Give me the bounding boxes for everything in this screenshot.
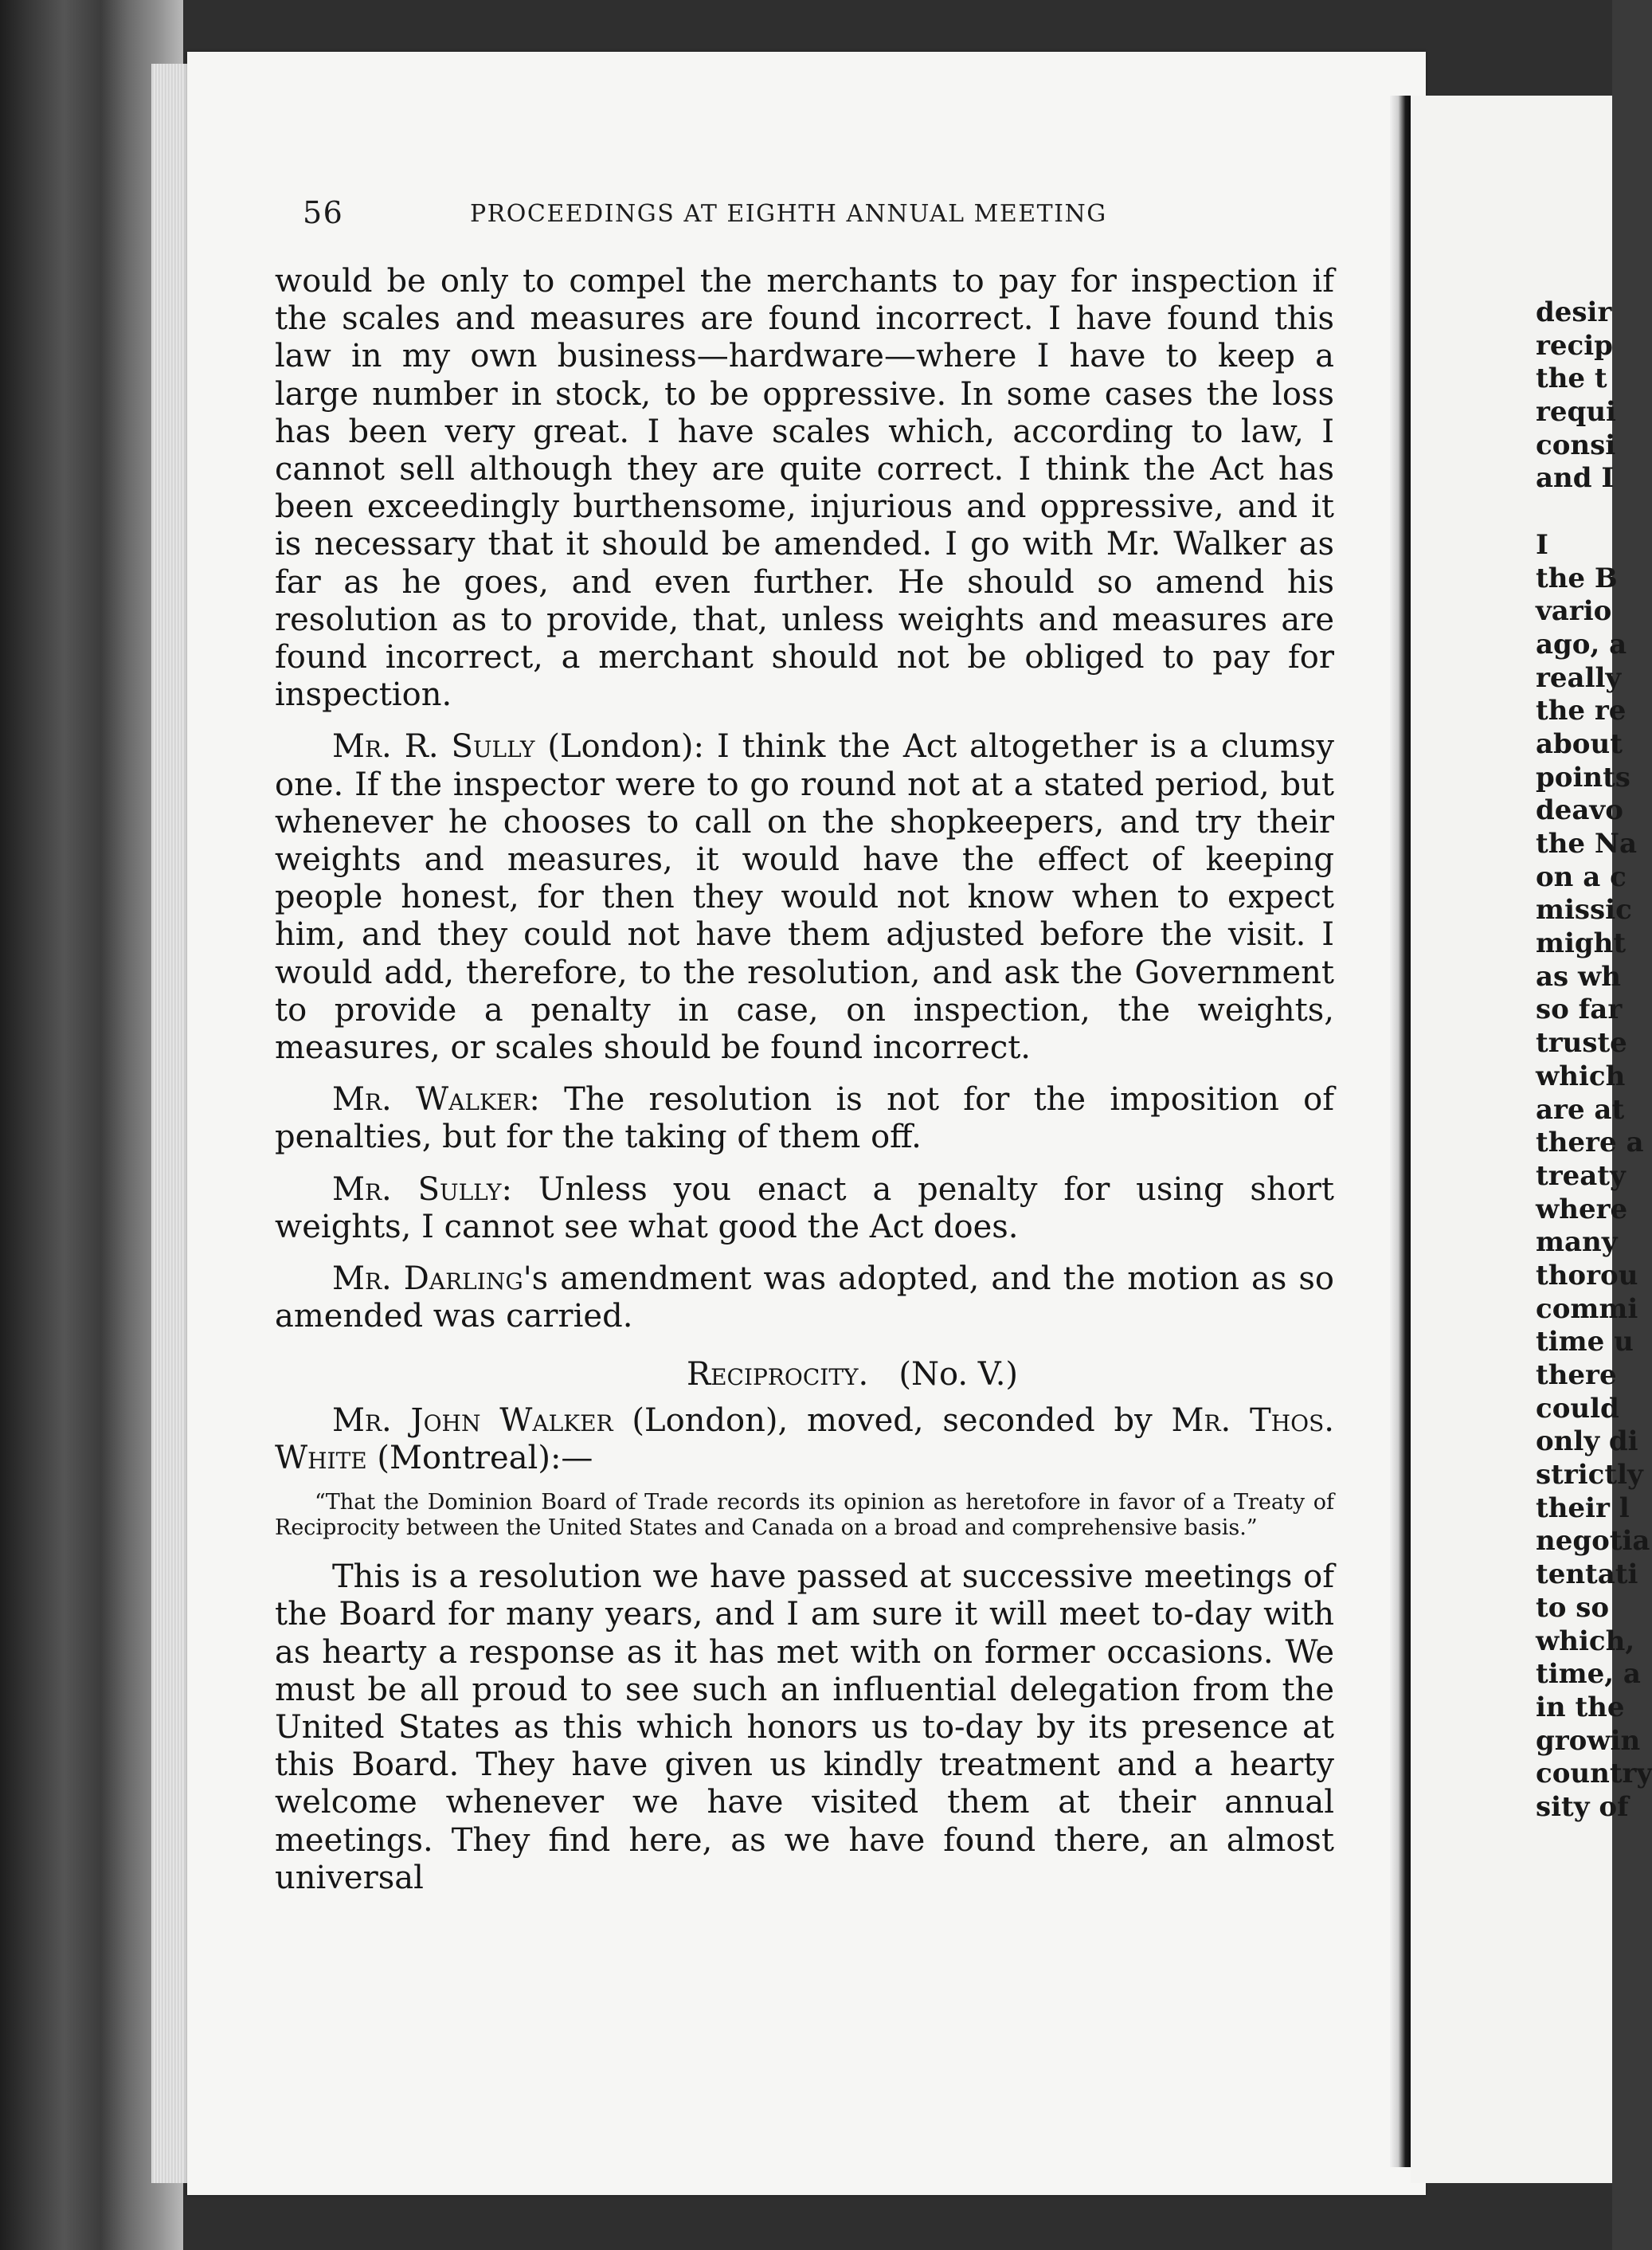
facing-page-line: time, a <box>1536 1658 1641 1691</box>
resolution-quote: “That the Dominion Board of Trade records its opinion as heretofore in favor of a Treaty of Reciprocity between the United States and Canada on a broad and comprehensive basis.” <box>275 1490 1334 1541</box>
facing-page-line: and I <box>1536 462 1615 495</box>
facing-page-line: thorou <box>1536 1259 1638 1292</box>
speaker-name: Mr. John Walker <box>332 1401 613 1439</box>
facing-page-line: could <box>1536 1392 1619 1425</box>
paragraph <box>275 728 1334 1067</box>
facing-page-line: their l <box>1536 1492 1630 1524</box>
facing-page-line <box>1536 496 1652 529</box>
facing-page-line: recip <box>1536 329 1613 362</box>
facing-page-line: might <box>1536 927 1627 960</box>
page-number: 56 <box>303 195 344 230</box>
speech-text: 's amendment was adopted, and the motion as so amended was carried. <box>275 1260 1334 1335</box>
facing-page-line: about <box>1536 727 1623 760</box>
facing-page-text <box>1536 296 1652 1825</box>
facing-page-line: time u <box>1536 1326 1634 1358</box>
facing-page-line: consi <box>1536 429 1616 461</box>
facing-page-line: are at <box>1536 1093 1625 1126</box>
facing-page-line: vario <box>1536 595 1612 628</box>
facing-page-line: as wh <box>1536 960 1621 993</box>
facing-page-line: the t <box>1536 363 1607 395</box>
running-title: PROCEEDINGS AT EIGHTH ANNUAL MEETING <box>470 200 1107 228</box>
facing-page-line: which, <box>1536 1625 1635 1657</box>
facing-page-line: tentati <box>1536 1558 1638 1591</box>
facing-page-line: points <box>1536 761 1630 794</box>
book-gutter <box>1390 96 1411 2167</box>
speech-text: (London), moved, seconded by <box>613 1401 1172 1439</box>
facing-page-line: where <box>1536 1193 1628 1225</box>
paragraph: would be only to compel the merchants to pay for inspection if the scales and measures are found incorrect. I have found this law in my own business—hardware—where I have to keep a large number in stock, to be oppressive. In some cases the loss has been very great. I have scales which, according to law, I cannot sell although they are quite correct. I think the Act has been exceedingly burthensome, injurious and oppressive, and it is necessary that it should be amended. I go with Mr. Walker as far as he goes, and even further. He should so amend his resolution as to provide, that, unless weights and measures are found incorrect, a merchant should not be obliged to pay for inspection. <box>275 263 1334 714</box>
facing-page-line: strictly <box>1536 1459 1643 1492</box>
facing-page-line: really <box>1536 661 1622 694</box>
section-heading <box>275 1356 1334 1394</box>
paragraph <box>275 1260 1334 1335</box>
speaker-name: Mr. Thos. White <box>275 1401 1334 1476</box>
facing-page-line: missic <box>1536 894 1632 927</box>
paragraph <box>275 1171 1334 1246</box>
speech-text: (Montreal):— <box>366 1439 593 1476</box>
speech-text: : The resolution is not for the imposition of penalties, but for the taking of them off. <box>275 1081 1334 1156</box>
facing-page-line: country <box>1536 1758 1652 1790</box>
section-number: (No. V.) <box>898 1356 1019 1394</box>
facing-page-line: deavo <box>1536 794 1623 827</box>
page-text <box>275 263 1334 1897</box>
facing-page-line: requi <box>1536 396 1616 429</box>
speaker-name: Mr. Sully <box>332 1170 502 1208</box>
facing-page-line: there <box>1536 1359 1617 1391</box>
facing-page-line: desir <box>1536 296 1612 328</box>
facing-page-line: growin <box>1536 1724 1641 1757</box>
facing-page-line: which <box>1536 1060 1626 1092</box>
facing-page-line: the re <box>1536 695 1627 727</box>
facing-page-line: so far <box>1536 994 1623 1026</box>
facing-page-line: I <box>1536 528 1548 561</box>
facing-page-line: many <box>1536 1226 1618 1259</box>
facing-page-line: ago, a <box>1536 628 1627 660</box>
facing-page-line: on a c <box>1536 860 1627 893</box>
speaker-name: Mr. Darling <box>332 1260 523 1298</box>
speaker-name: Mr. Walker <box>332 1081 530 1119</box>
facing-page-line: negotia <box>1536 1525 1650 1558</box>
page-edges <box>151 64 191 2183</box>
facing-page-line: treaty <box>1536 1159 1626 1192</box>
facing-page-line: sity of <box>1536 1790 1629 1823</box>
facing-page-line: the B <box>1536 562 1618 594</box>
facing-page-line: only di <box>1536 1425 1638 1458</box>
speaker-name: Mr. R. Sully <box>332 728 535 766</box>
facing-page-line: there a <box>1536 1127 1644 1159</box>
facing-page-line: truste <box>1536 1027 1627 1060</box>
paragraph: This is a resolution we have passed at successive meetings of the Board for many years, and I am sure it will meet to-day with as hearty a response as it has met with on former occasions. We must be all proud to see such an influential delegation from the United States as this which honors us to-day by its presence at this Board. They have given us kindly treatment and a hearty welcome whenever we have visited them at their annual meetings. They find here, as we have found there, an almost universal <box>275 1558 1334 1896</box>
facing-page-line: the Na <box>1536 828 1638 860</box>
section-title: Reciprocity. <box>686 1356 869 1394</box>
paragraph <box>275 1402 1334 1477</box>
facing-page-line: in the <box>1536 1691 1625 1723</box>
paragraph <box>275 1081 1334 1156</box>
speech-text: : Unless you enact a penalty for using short weights, I cannot see what good the Act does. <box>275 1170 1334 1245</box>
facing-page-line: to so <box>1536 1591 1610 1624</box>
speech-text: (London): I think the Act altogether is a clumsy one. If the inspector were to go round not at a stated period, but whenever he chooses to call on the shopkeepers, and try their weights and measures, it would have the effect of keeping people honest, for then they would not know when to expect him, and they could not have them adjusted before the visit. I would add, therefore, to the resolution, and ask the Government to provide a penalty in case, on inspection, the weights, measures, or scales should be found incorrect. <box>275 728 1334 1067</box>
facing-page-line: commi <box>1536 1292 1638 1325</box>
